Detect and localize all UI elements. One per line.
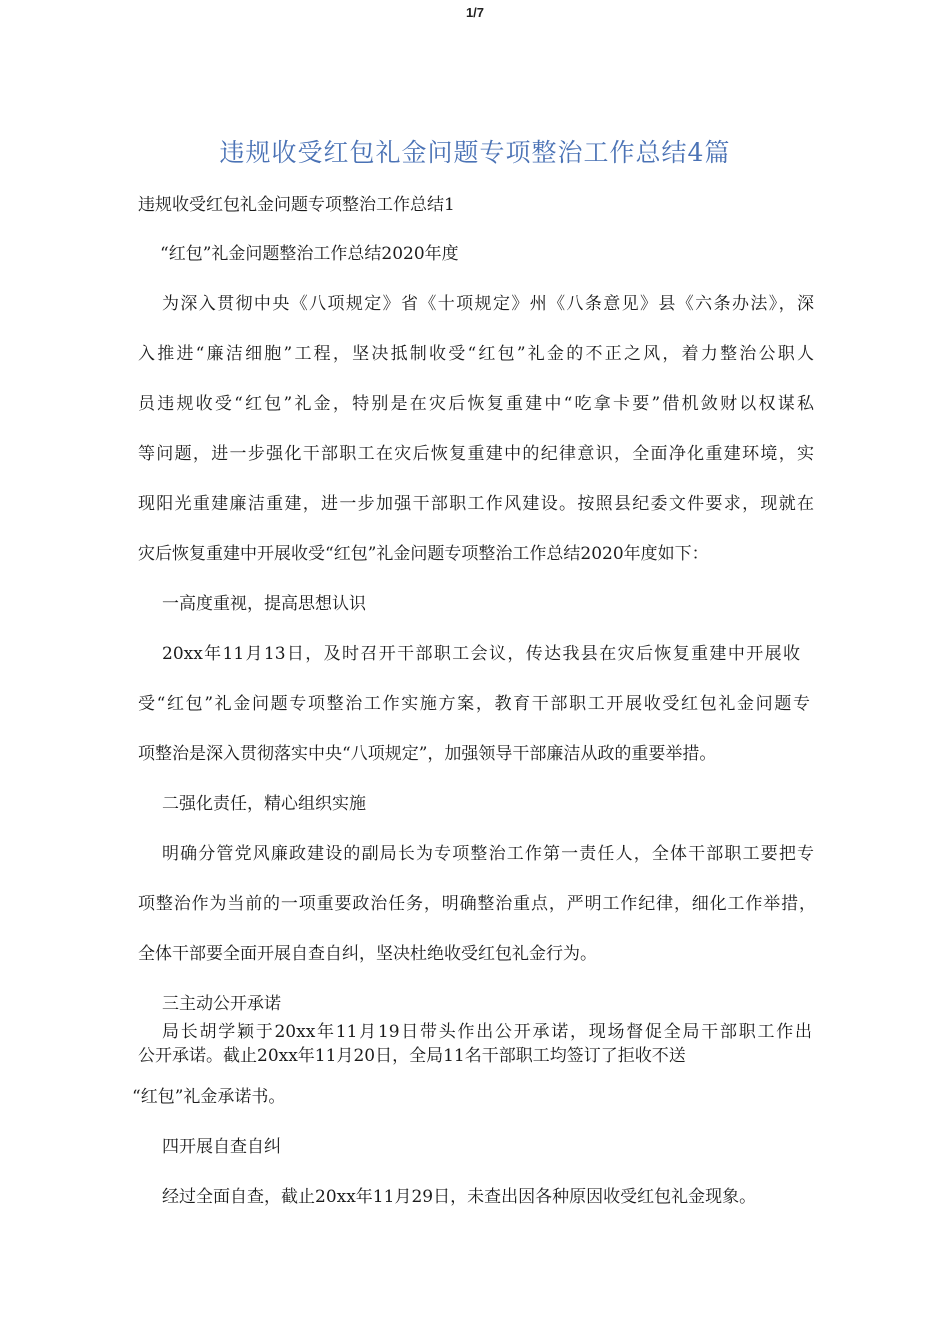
- paragraph-line: 受“红包”礼金问题专项整治工作实施方案，教育干部职工开展收受红包礼金问题专: [138, 694, 810, 714]
- paragraph-line: 现阳光重建廉洁重建，进一步加强干部职工作风建设。按照县纪委文件要求，现就在: [138, 494, 814, 514]
- paragraph-line: 项整治作为当前的一项重要政治任务，明确整治重点，严明工作纪律，细化工作举措，: [138, 894, 816, 914]
- paragraph-line: 等问题，进一步强化干部职工在灾后恢复重建中的纪律意识，全面净化重建环境，实: [138, 444, 814, 464]
- paragraph-line: 入推进“廉洁细胞”工程，坚决抵制收受“红包”礼金的不正之风，着力整治公职人: [138, 344, 814, 364]
- paragraph-line: 为深入贯彻中央《八项规定》省《十项规定》州《八条意见》县《六条办法》，深: [162, 294, 814, 314]
- paragraph-line: 明确分管党风廉政建设的副局长为专项整治工作第一责任人，全体干部职工要把专: [162, 844, 814, 864]
- section-heading-1: 违规收受红包礼金问题专项整治工作总结1: [138, 195, 455, 215]
- subtitle: “红包”礼金问题整治工作总结2020年度: [160, 244, 459, 264]
- paragraph-line: 项整治是深入贯彻落实中央“八项规定”，加强领导干部廉洁从政的重要举措。: [138, 744, 717, 764]
- paragraph-line: 20xx年11月13日，及时召开干部职工会议，传达我县在灾后恢复重建中开展收: [162, 644, 800, 664]
- section-heading: 三主动公开承诺: [162, 994, 281, 1014]
- paragraph-line: 全体干部要全面开展自查自纠，坚决杜绝收受红包礼金行为。: [138, 944, 597, 964]
- paragraph-line: 经过全面自查，截止20xx年11月29日，未查出因各种原因收受红包礼金现象。: [162, 1187, 757, 1207]
- paragraph-line: 局长胡学颖于20xx年11月19日带头作出公开承诺，现场督促全局干部职工作出: [162, 1022, 812, 1042]
- paragraph-line: “红包”礼金承诺书。: [132, 1087, 286, 1107]
- section-heading: 四开展自查自纠: [162, 1137, 281, 1157]
- paragraph-line: 员违规收受“红包”礼金，特别是在灾后恢复重建中“吃拿卡要”借机敛财以权谋私: [138, 394, 814, 414]
- section-heading: 一高度重视，提高思想认识: [162, 594, 366, 614]
- paragraph-line: 公开承诺。截止20xx年11月20日，全局11名干部职工均签订了拒收不送: [138, 1046, 686, 1066]
- document-title: 违规收受红包礼金问题专项整治工作总结4篇: [219, 138, 731, 167]
- page-number: 1/7: [465, 5, 485, 20]
- section-heading: 二强化责任，精心组织实施: [162, 794, 366, 814]
- paragraph-line: 灾后恢复重建中开展收受“红包”礼金问题专项整治工作总结2020年度如下：: [138, 544, 709, 564]
